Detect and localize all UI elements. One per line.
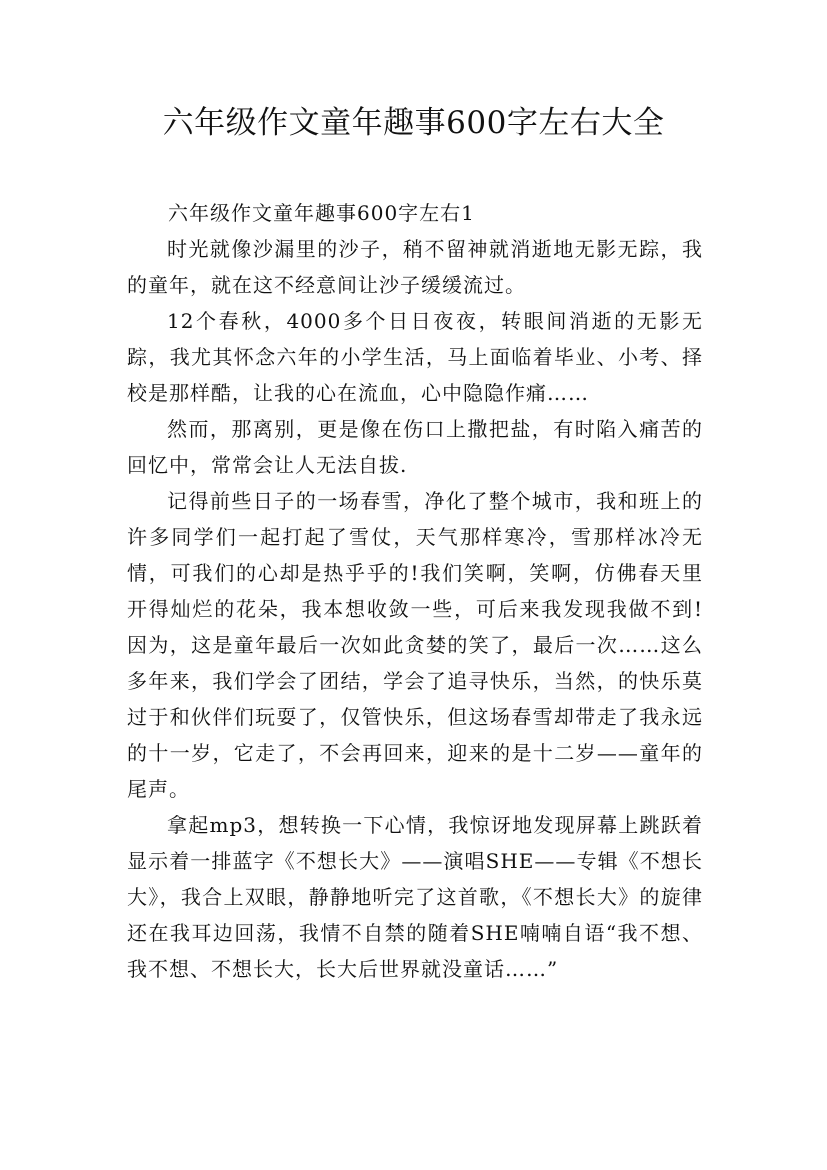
section-heading: 六年级作文童年趣事600字左右1 (168, 201, 475, 225)
document-body (127, 195, 703, 987)
paragraph: 拿起mp3，想转换一下心情，我惊讶地发现屏幕上跳跃着显示着一排蓝字《不想长大》——演唱SHE——专辑《不想长大》，我合上双眼，静静地听完了这首歌，《不想长大》的旋律还在我耳边回荡，我情不自禁的随着SHE喃喃自语“我不想、我不想、不想长大，长大后世界就没童话……” (127, 813, 703, 981)
paragraph: 时光就像沙漏里的沙子，稍不留神就消逝地无影无踪，我的童年，就在这不经意间让沙子缓缓流过。 (127, 237, 703, 297)
document-title: 六年级作文童年趣事600字左右大全 (162, 105, 665, 141)
paragraph: 12个春秋，4000多个日日夜夜，转眼间消逝的无影无踪，我尤其怀念六年的小学生活，马上面临着毕业、小考、择校是那样酷，让我的心在流血，心中隐隐作痛…… (127, 309, 703, 405)
paragraph: 然而，那离别，更是像在伤口上撒把盐，有时陷入痛苦的回忆中，常常会让人无法自拔. (127, 417, 703, 477)
paragraph: 记得前些日子的一场春雪，净化了整个城市，我和班上的许多同学们一起打起了雪仗，天气那样寒冷，雪那样冰冷无情，可我们的心却是热乎乎的!我们笑啊，笑啊，仿佛春天里开得灿烂的花朵，我本想收敛一些，可后来我发现我做不到!因为，这是童年最后一次如此贪婪的笑了，最后一次……这么多年来，我们学会了团结，学会了追寻快乐，当然，的快乐莫过于和伙伴们玩耍了，仅管快乐，但这场春雪却带走了我永远的十一岁，它走了，不会再回来，迎来的是十二岁——童年的尾声。 (127, 489, 703, 801)
